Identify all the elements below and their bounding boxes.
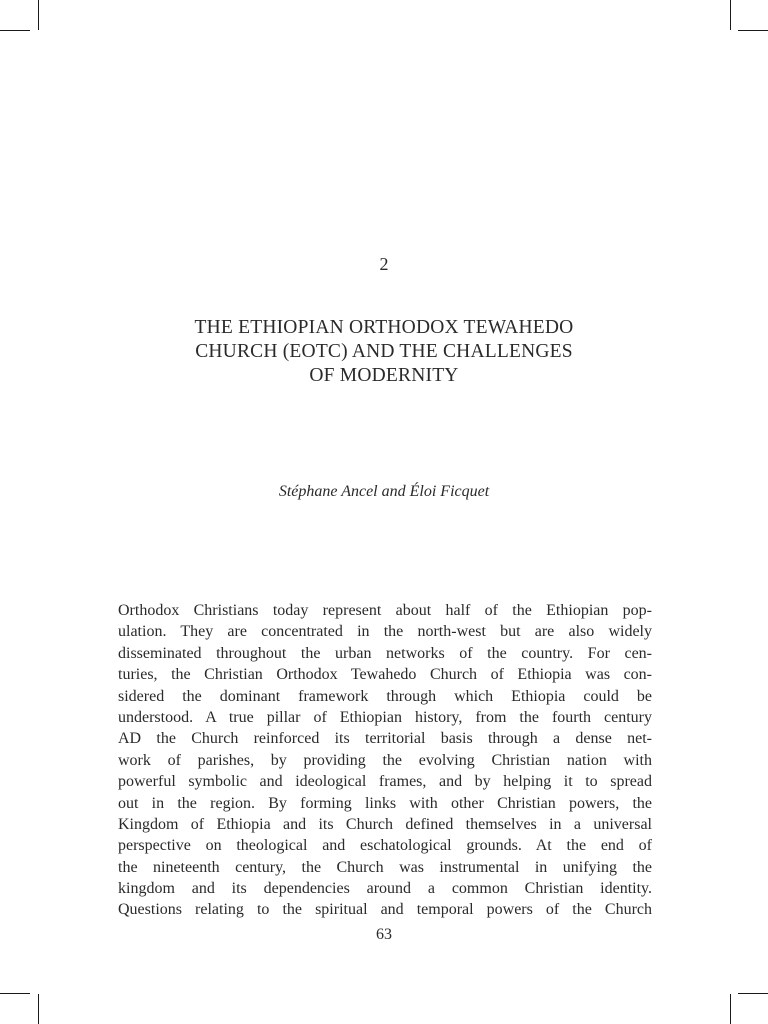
- crop-mark-bottom-left-horizontal: [0, 993, 30, 994]
- text-line: kingdom and its dependencies around a common Christian identity.: [118, 880, 652, 898]
- text-line: Kingdom of Ethiopia and its Church defined themselves in a universal: [118, 815, 652, 833]
- text-line: disseminated throughout the urban networks of the country. For cen-: [118, 644, 652, 662]
- text-line: sidered the dominant framework through which Ethiopia could be: [118, 687, 652, 705]
- text-line: understood. A true pillar of Ethiopian history, from the fourth century: [118, 708, 652, 726]
- crop-mark-bottom-left-vertical: [38, 994, 39, 1024]
- crop-mark-top-left-horizontal: [0, 30, 30, 31]
- text-line: Orthodox Christians today represent about half of the Ethiopian pop-: [118, 602, 652, 619]
- text-line: AD the Church reinforced its territorial basis through a dense net-: [118, 730, 652, 748]
- chapter-number: 2: [379, 254, 389, 274]
- chapter-title-line: THE ETHIOPIAN ORTHODOX TEWAHEDO: [194, 317, 574, 338]
- text-line: powerful symbolic and ideological frames, and by helping it to spread: [118, 773, 652, 791]
- text-line: ulation. They are concentrated in the north-west but are also widely: [118, 623, 652, 641]
- chapter-title-line: OF MODERNITY: [309, 365, 459, 386]
- text-line: perspective on theological and eschatological grounds. At the end of: [118, 837, 652, 855]
- crop-mark-top-right-horizontal: [738, 30, 768, 31]
- body-paragraph: [118, 600, 652, 921]
- text-line: turies, the Christian Orthodox Tewahedo Church of Ethiopia was con-: [118, 666, 652, 684]
- text-line: work of parishes, by providing the evolving Christian nation with: [118, 751, 652, 769]
- crop-mark-top-left-vertical: [38, 0, 39, 30]
- crop-mark-bottom-right-horizontal: [738, 993, 768, 994]
- chapter-title: [84, 316, 684, 388]
- chapter-title-line: CHURCH (EOTC) AND THE CHALLENGES: [195, 341, 573, 362]
- text-line: Questions relating to the spiritual and temporal powers of the Church: [118, 901, 652, 919]
- text-line: out in the region. By forming links with other Christian powers, the: [118, 794, 652, 812]
- page-number: 63: [376, 926, 392, 943]
- crop-mark-bottom-right-vertical: [730, 994, 731, 1024]
- crop-mark-top-right-vertical: [730, 0, 731, 30]
- chapter-authors: Stéphane Ancel and Éloi Ficquet: [278, 483, 490, 500]
- text-line: the nineteenth century, the Church was instrumental in unifying the: [118, 858, 652, 876]
